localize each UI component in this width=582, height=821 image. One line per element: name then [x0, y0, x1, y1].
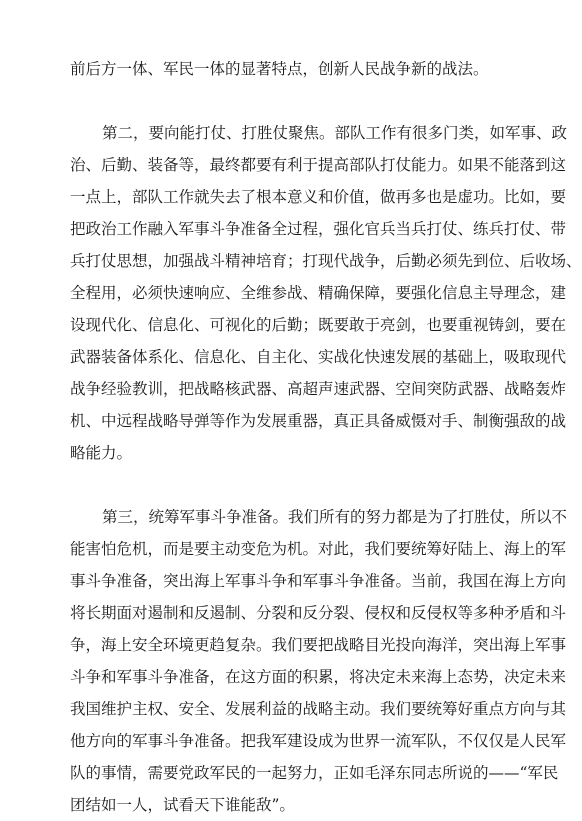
- paragraph-2-line-1: 第二，要向能打仗、打胜仗聚焦。部队工作有很多门类，如军事、政: [102, 124, 568, 142]
- paragraph-3-line-2: 能害怕危机，而是要主动变危为机。对此，我们要统筹好陆上、海上的军: [70, 540, 567, 558]
- paragraph-3-line-10: 团结如一人，试看天下谁能敌”。: [70, 796, 295, 814]
- paragraph-1-line-1: 前后方一体、军民一体的显著特点，创新人民战争新的战法。: [70, 60, 489, 78]
- paragraph-2-line-7: 设现代化、信息化、可视化的后勤；既要敢于亮剑，也要重视铸剑，要在: [70, 316, 567, 334]
- paragraph-2-line-5: 兵打仗思想，加强战斗精神培育；打现代战争，后勤必须先到位、后收场、: [70, 252, 582, 270]
- paragraph-3-line-8: 他方向的军事斗争准备。把我军建设成为世界一流军队，不仅仅是人民军: [70, 732, 567, 750]
- paragraph-3-line-4: 将长期面对遏制和反遏制、分裂和反分裂、侵权和反侵权等多种矛盾和斗: [70, 604, 567, 622]
- paragraph-3-line-3: 事斗争准备，突出海上军事斗争和军事斗争准备。当前，我国在海上方向: [70, 572, 567, 590]
- paragraph-2-line-3: 一点上，部队工作就失去了根本意义和价值，做再多也是虚功。比如，要: [70, 188, 567, 206]
- paragraph-3-line-1: 第三，统筹军事斗争准备。我们所有的努力都是为了打胜仗，所以不: [102, 508, 568, 526]
- paragraph-2-line-2: 治、后勤、装备等，最终都要有利于提高部队打仗能力。如果不能落到这: [70, 156, 567, 174]
- paragraph-3-line-6: 斗争和军事斗争准备，在这方面的积累，将决定未来海上态势，决定未来: [70, 668, 567, 686]
- paragraph-3-line-7: 我国维护主权、安全、发展利益的战略主动。我们要统筹好重点方向与其: [70, 700, 567, 718]
- paragraph-2-line-8: 武器装备体系化、信息化、自主化、实战化快速发展的基础上，吸取现代: [70, 348, 567, 366]
- paragraph-3-line-9: 队的事情，需要党政军民的一起努力，正如毛泽东同志所说的——“军民: [70, 764, 559, 782]
- paragraph-2-line-6: 全程用，必须快速响应、全维参战、精确保障，要强化信息主导理念，建: [70, 284, 567, 302]
- paragraph-3-line-5: 争，海上安全环境更趋复杂。我们要把战略目光投向海洋，突出海上军事: [70, 636, 567, 654]
- paragraph-2-line-4: 把政治工作融入军事斗争准备全过程，强化官兵当兵打仗、练兵打仗、带: [70, 220, 567, 238]
- paragraph-2-line-11: 略能力。: [70, 444, 133, 462]
- paragraph-2-line-9: 战争经验教训，把战略核武器、高超声速武器、空间突防武器、战略轰炸: [70, 380, 567, 398]
- paragraph-2-line-10: 机、中远程战略导弹等作为发展重器，真正具备威慑对手、制衡强敌的战: [70, 412, 567, 430]
